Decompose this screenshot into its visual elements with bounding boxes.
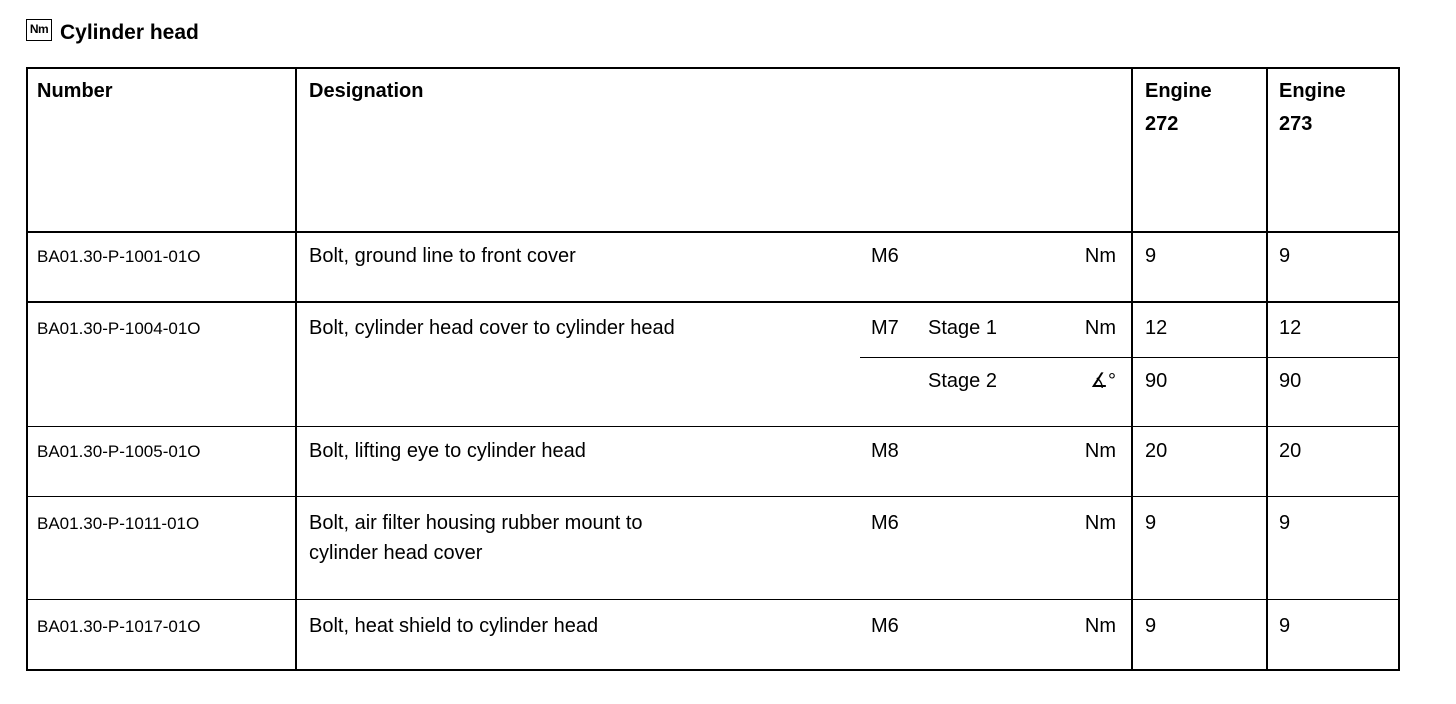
- row-thread: M7: [871, 317, 899, 339]
- row-engine-273: 12: [1279, 317, 1302, 339]
- row-number: BA01.30-P-1005-01O: [37, 442, 201, 461]
- header-divider: [28, 231, 1398, 233]
- column-divider: [1266, 69, 1268, 669]
- row-number: BA01.30-P-1011-01O: [37, 514, 200, 533]
- header-number: Number: [37, 80, 113, 102]
- torque-nm-icon: Nm: [26, 19, 52, 41]
- row-thread: M6: [871, 245, 899, 267]
- row-divider: [28, 426, 1398, 427]
- row-unit: Nm: [1084, 245, 1116, 267]
- row-thread: M6: [871, 615, 899, 637]
- stage-divider: [860, 357, 1398, 358]
- row-designation: Bolt, air filter housing rubber mount to cylinder head cover: [309, 512, 643, 564]
- row-engine-273: 90: [1279, 370, 1302, 392]
- row-divider: [28, 496, 1398, 497]
- torque-table: [26, 67, 1400, 671]
- row-stage: Stage 2: [928, 370, 997, 392]
- row-stage: Stage 1: [928, 317, 997, 339]
- header-designation: Designation: [309, 80, 424, 102]
- row-divider: [28, 301, 1398, 303]
- row-unit: Nm: [1084, 317, 1116, 339]
- row-number: BA01.30-P-1001-01O: [37, 247, 201, 266]
- row-unit: Nm: [1084, 440, 1116, 462]
- row-designation: Bolt, lifting eye to cylinder head: [309, 440, 586, 462]
- row-unit: Nm: [1084, 615, 1116, 637]
- section-title: [26, 18, 199, 48]
- row-number: BA01.30-P-1017-01O: [37, 617, 201, 636]
- angle-degree-icon: ∡°: [1090, 370, 1116, 392]
- row-designation: Bolt, heat shield to cylinder head: [309, 615, 599, 637]
- row-engine-272: 90: [1145, 370, 1168, 392]
- row-engine-272: 9: [1145, 615, 1157, 637]
- row-engine-272: 20: [1145, 440, 1168, 462]
- column-divider: [295, 69, 297, 669]
- row-designation: Bolt, cylinder head cover to cylinder head: [309, 317, 675, 339]
- column-divider: [1131, 69, 1133, 669]
- row-engine-272: 9: [1145, 512, 1157, 534]
- row-unit: Nm: [1084, 512, 1116, 534]
- row-engine-273: 9: [1279, 245, 1291, 267]
- header-engine-272: Engine 272: [1145, 80, 1212, 135]
- header-engine-273: Engine 273: [1279, 80, 1346, 135]
- row-number: BA01.30-P-1004-01O: [37, 319, 201, 338]
- row-designation: Bolt, ground line to front cover: [309, 245, 576, 267]
- row-engine-273: 20: [1279, 440, 1302, 462]
- section-title-text: Cylinder head: [60, 21, 199, 44]
- row-thread: M8: [871, 440, 899, 462]
- row-engine-273: 9: [1279, 512, 1291, 534]
- row-thread: M6: [871, 512, 899, 534]
- row-engine-273: 9: [1279, 615, 1291, 637]
- row-engine-272: 12: [1145, 317, 1168, 339]
- row-divider: [28, 599, 1398, 600]
- row-engine-272: 9: [1145, 245, 1157, 267]
